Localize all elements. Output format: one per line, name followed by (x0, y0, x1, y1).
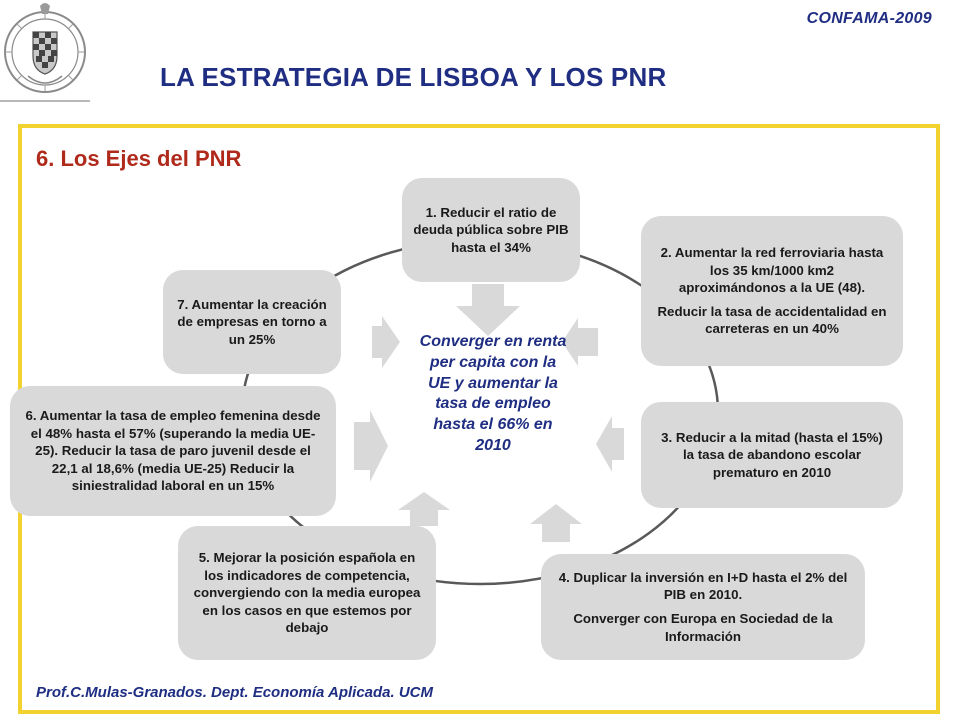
arrow-icon-from-axis-7 (372, 316, 400, 368)
page-title: LA ESTRATEGIA DE LISBOA Y LOS PNR (160, 62, 667, 92)
arrow-icon-from-axis-1 (456, 284, 520, 336)
axis-box-6 (10, 386, 336, 516)
axis-6-text-1: 6. Aumentar la tasa de empleo femenina desde el 48% hasta el 57% (superando la media UE-25). Reducir la tasa de paro juvenil desde el 22,1 al 18,6% (media UE-25) Reducir la siniestralidad laboral en un 15% (25, 408, 321, 494)
axis-5-text-1: 5. Mejorar la posición española en los indicadores de competencia, convergiendo con la media europea en los casos en que estemos por debajo (193, 550, 421, 636)
axis-box-5 (178, 526, 436, 660)
org-label: CONFAMA-2009 (806, 10, 932, 27)
arrow-icon-from-axis-6 (354, 410, 388, 482)
axis-4-text-2: Converger con Europa en Sociedad de la Información (573, 611, 833, 644)
axis-2-text-1: 2. Aumentar la red ferroviaria hasta los 35 km/1000 km2 aproximándonos a la UE (48). (660, 245, 884, 296)
axis-7-text-1: 7. Aumentar la creación de empresas en torno a un 25% (177, 296, 327, 347)
axis-4-text-1: 4. Duplicar la inversión en I+D hasta el 2% del PIB en 2010. (558, 569, 848, 603)
axis-1-text-1: 1. Reducir el ratio de deuda pública sobre PIB hasta el 34% (413, 204, 569, 255)
axis-box-4 (541, 554, 865, 660)
central-goal: Converger en renta per capita con la UE y aumentar la tasa de empleo hasta el 66% en 2010 (419, 333, 567, 454)
arrow-icon-from-axis-3 (596, 416, 624, 472)
arrow-icon-from-axis-4 (530, 504, 582, 542)
axis-box-2 (641, 216, 903, 366)
arrow-icon-from-axis-5 (398, 492, 450, 526)
footer-credit: Prof.C.Mulas-Granados. Dept. Economía Aplicada. UCM (36, 684, 434, 701)
axis-box-1 (402, 178, 580, 282)
axis-3-text-1: 3. Reducir a la mitad (hasta el 15%) la tasa de abandono escolar prematuro en 2010 (661, 429, 883, 480)
axis-box-3 (641, 402, 903, 508)
section-subtitle: 6. Los Ejes del PNR (36, 146, 242, 171)
axis-2-text-2: Reducir la tasa de accidentalidad en carreteras en un 40% (657, 303, 887, 337)
axis-box-7 (163, 270, 341, 374)
